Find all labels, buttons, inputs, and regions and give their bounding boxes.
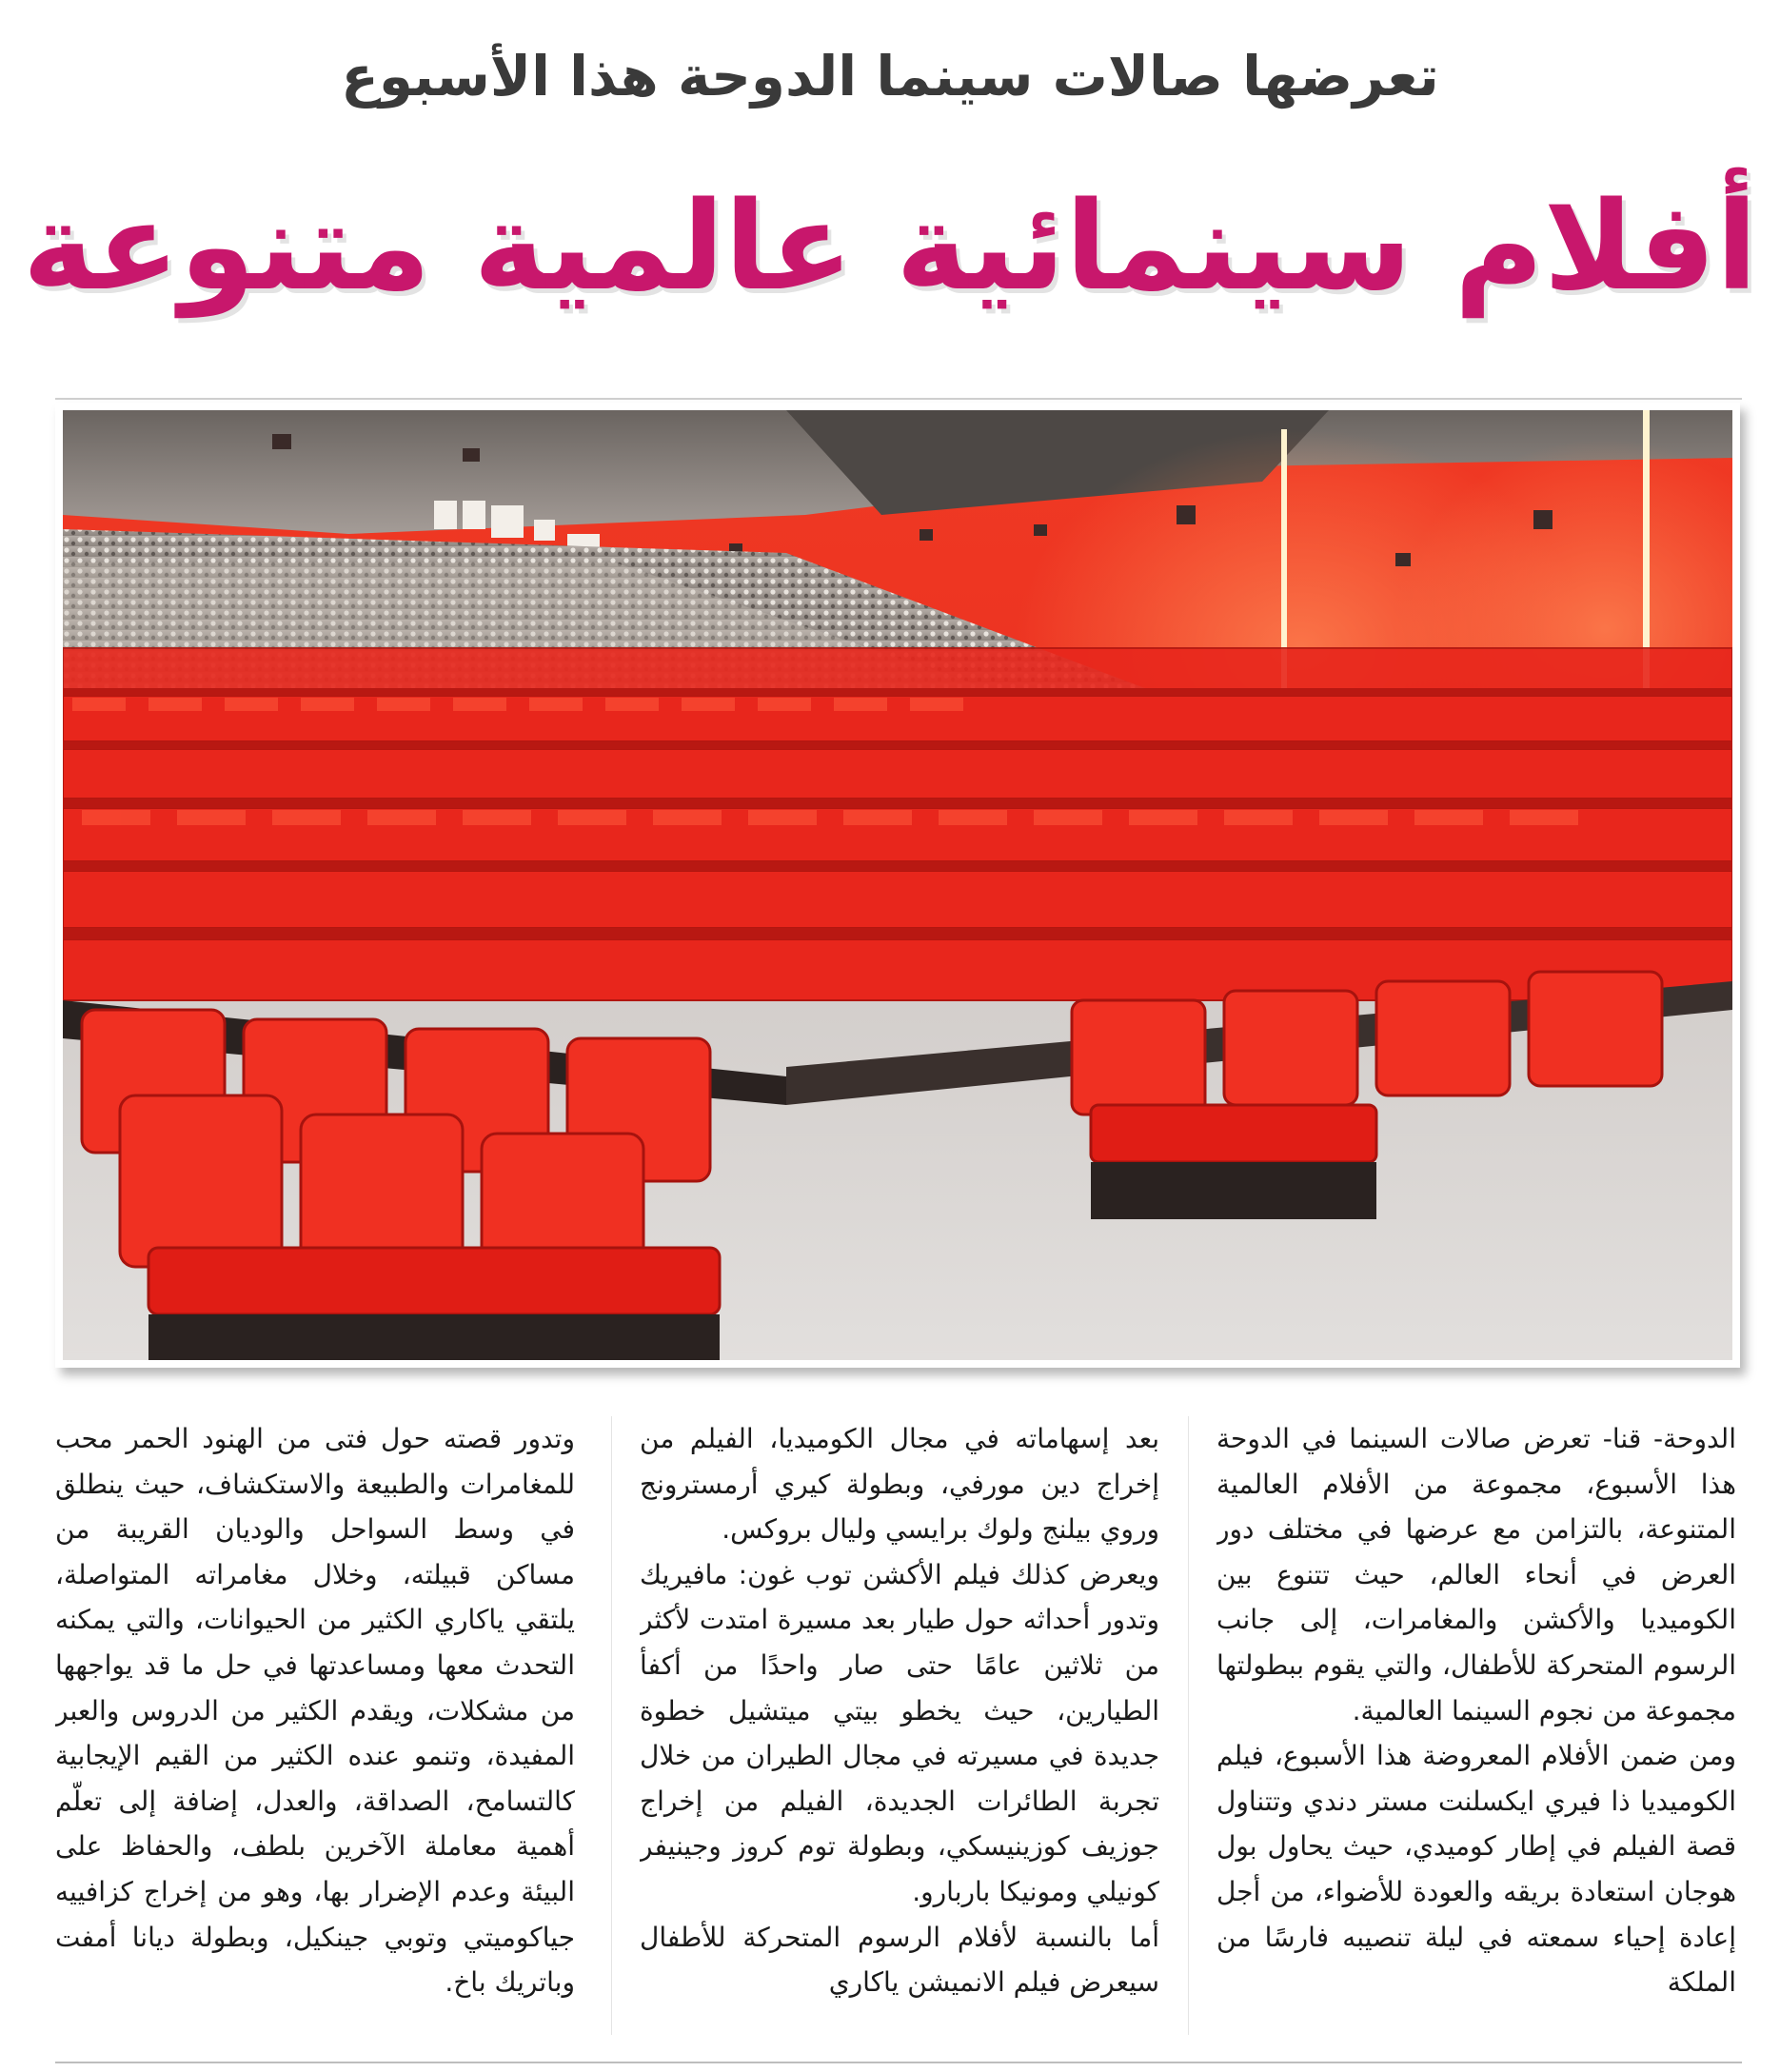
column-divider [611, 1416, 612, 2035]
top-rule [55, 398, 1742, 400]
bottom-rule [55, 2062, 1742, 2063]
paragraph: الدوحة- قنا- تعرض صالات السينما في الدوحة هذا الأسبوع، مجموعة من الأفلام العالمية المتنوعة، بالتزامن مع عرضها في مختلف دور العرض في أنحاء العالم، حيث تتنوع بين الكوميديا والأكشن والمغامرات، إلى جانب الرسوم المتحركة للأطفال، والتي يقوم ببطولتها مجموعة من نجوم السينما العالمية. [1216, 1423, 1736, 1727]
article-headline: أفلام سينمائية عالمية متنوعة [22, 176, 1758, 318]
paragraph: بعد إسهاماته في مجال الكوميديا، الفيلم من إخراج دين مورفي، وبطولة كيري أرمسترونج وروي بيلنج ولوك برايسي وليال بروكس. [640, 1423, 1159, 1546]
article-kicker: تعرضها صالات سينما الدوحة هذا الأسبوع [341, 44, 1439, 109]
article-column-1 [1216, 1416, 1736, 2044]
cinema-hall-photo [63, 410, 1732, 1360]
article-column-3 [55, 1416, 575, 2044]
article-column-2 [640, 1416, 1159, 2044]
paragraph: أما بالنسبة لأفلام الرسوم المتحركة للأطفال سيعرض فيلم الانميشن ياكاري [640, 1921, 1159, 1999]
paragraph: وتدور قصته حول فتى من الهنود الحمر محب للمغامرات والطبيعة والاستكشاف، حيث ينطلق في وسط السواحل والوديان القريبة من مساكن قبيلته، وخلال مغامراته المتواصلة، يلتقي ياكاري الكثير من الحيوانات، والتي يمكنه التحدث معها ومساعدتها في حل ما قد يواجهها من مشكلات، ويقدم الكثير من الدروس والعبر المفيدة، وتنمو عنده الكثير من القيم الإيجابية كالتسامح، الصداقة، والعدل، إضافة إلى تعلّم أهمية معاملة الآخرين بلطف، والحفاظ على البيئة وعدم الإضرار بها، وهو من إخراج كزافييه جياكوميتي وتوبي جينكيل، وبطولة ديانا أمفت وباتريك باخ. [55, 1423, 575, 1999]
paragraph: ومن ضمن الأفلام المعروضة هذا الأسبوع، فيلم الكوميديا ذا فيري ايكسلنت مستر دندي وتتناول قصة الفيلم في إطار كوميدي، حيث يحاول بول هوجان استعادة بريقه والعودة للأضواء، من أجل إعادة إحياء سمعته في ليلة تنصيبه فارسًا من الملكة [1216, 1740, 1736, 1999]
article-photo [55, 403, 1740, 1368]
paragraph: ويعرض كذلك فيلم الأكشن توب غون: مافيريك وتدور أحداثه حول طيار بعد مسيرة امتدت لأكثر من ثلاثين عامًا حتى صار واحدًا من أكفأ الطيارين، حيث يخطو بيتي ميتشيل خطوة جديدة في مسيرته في مجال الطيران من خلال تجربة الطائرات الجديدة، الفيلم من إخراج جوزيف كوزينيسكي، وبطولة توم كروز وجينيفر كونيلي ومونيكا باربارو. [640, 1558, 1159, 1907]
column-divider [1188, 1416, 1189, 2035]
